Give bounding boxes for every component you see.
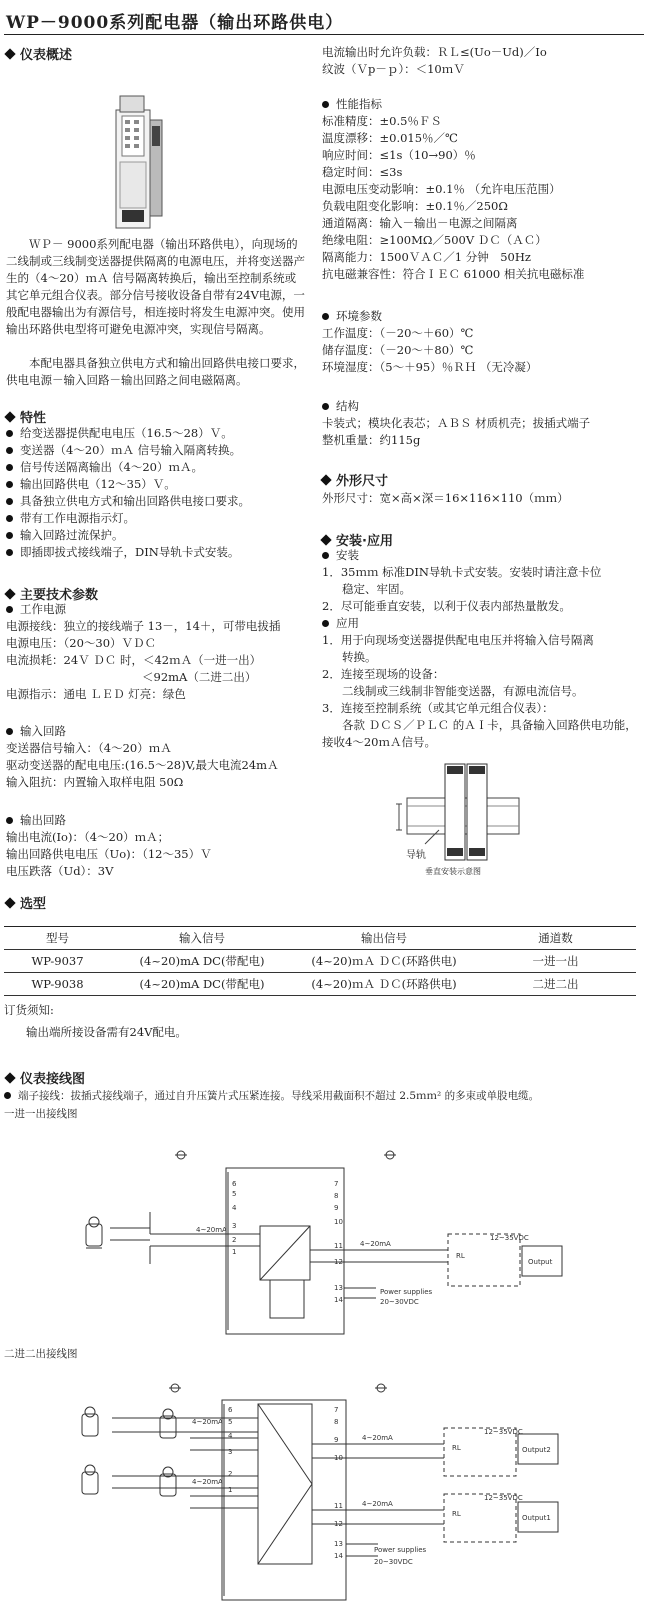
spec-line: 隔离能力：1500ＶＡＣ／1 分钟 50Hz — [322, 250, 531, 264]
svg-text:Power supplies: Power supplies — [374, 1546, 427, 1554]
list-item: 具备独立供电方式和输出回路供电接口要求。 — [6, 493, 250, 510]
text-line: 2．连接至现场的设备： — [322, 667, 445, 681]
dimensions-heading: 外形尺寸 — [322, 470, 388, 489]
bullet-icon — [6, 817, 13, 824]
spec-line: 标准精度：±0.5％ＦＳ — [322, 114, 442, 128]
overview-para2: 本配电器具备独立供电方式和输出回路供电接口要求，供电电源－输入回路－输出回路之间电磁隔离。 — [6, 356, 305, 387]
text-line: 转换。 — [342, 650, 377, 664]
diamond-icon — [4, 897, 15, 908]
overview-para1: ＷＰ－ 9000系列配电器（输出环路供电），向现场的二线制或三线制变送器提供隔离的电源电压，并将变送器产生的（4～20）ｍＡ 信号隔离转换后，输出至控制系统或其它单元组合仪表。部分信号接收设备自带有24V电源，一般配电器输出为有源信号，相连接时将发生电源冲突。使用输出环路供电型将可避免电源冲突，实现信号隔离。 — [6, 237, 305, 336]
svg-text:10: 10 — [334, 1454, 343, 1462]
table-cell: WP-9038 — [4, 973, 111, 996]
spec-line: 工作温度：（－20～＋60）℃ — [322, 326, 474, 340]
svg-text:11: 11 — [334, 1242, 343, 1250]
diagram2-title: 二进二出接线图 — [4, 1348, 78, 1360]
svg-text:4~20mA: 4~20mA — [362, 1434, 393, 1442]
column-header: 通道数 — [475, 927, 636, 950]
svg-text:12~35VDC: 12~35VDC — [484, 1428, 523, 1436]
column-header: 输入信号 — [111, 927, 293, 950]
list-item: 输入回路过流保护。 — [6, 527, 250, 544]
wiring-diagram-2 — [0, 1374, 649, 1606]
app-subheading: 应用 — [322, 615, 359, 632]
svg-text:4: 4 — [232, 1204, 237, 1212]
spec-line: 驱动变送器的配电电压:(16.5～28)V,最大电流24mＡ — [6, 758, 279, 772]
bullet-icon — [6, 549, 13, 556]
output1-label: Output1 — [522, 1514, 551, 1522]
table-row — [4, 973, 636, 996]
svg-text:12: 12 — [334, 1258, 343, 1266]
svg-text:7: 7 — [334, 1406, 339, 1414]
svg-text:5: 5 — [232, 1190, 237, 1198]
bullet-icon — [4, 1092, 11, 1099]
bullet-icon — [6, 532, 13, 539]
spec-line: ＜92mA（二进二出） — [142, 670, 257, 684]
list-item: 输出回路供电（12～35）Ｖ。 — [6, 476, 250, 493]
order-note: 输出端所接设备需有24V配电。 — [26, 1025, 187, 1039]
text-line: 各款 ＤＣＳ／ＰＬＣ 的ＡＩ卡，具备输入回路供电功能， — [342, 718, 637, 732]
wiring-diagram-1 — [0, 1138, 649, 1338]
table-cell: (4~20)ｍＡ ＤＣ(环路供电) — [293, 973, 475, 996]
spec-line: 电源电压变动影响：±0.1％ （允许电压范围） — [322, 182, 561, 196]
specs-heading: 主要技术参数 — [6, 584, 98, 603]
spec-line: 响应时间：≤1s（10→90）％ — [322, 148, 476, 162]
bullet-icon — [6, 464, 13, 471]
list-item: 信号传送隔离输出（4～20）ｍＡ。 — [6, 459, 250, 476]
install-subheading: 安装 — [322, 547, 359, 564]
svg-text:12~35VDC: 12~35VDC — [484, 1494, 523, 1502]
diagram1-title: 一进一出接线图 — [4, 1108, 78, 1120]
table-cell: 一进一出 — [475, 950, 636, 973]
structure-subheading: 结构 — [322, 398, 359, 415]
svg-text:6: 6 — [232, 1180, 237, 1188]
diamond-icon — [4, 588, 15, 599]
svg-text:4~20mA: 4~20mA — [362, 1500, 393, 1508]
svg-text:1: 1 — [228, 1486, 233, 1494]
page-title: WP－9000系列配电器（输出环路供电） — [6, 13, 344, 33]
list-item: 即插即拔式接线端子，DIN导轨卡式安装。 — [6, 544, 250, 561]
dimensions-line: 外形尺寸：宽×高×深＝16×116×110（ｍｍ） — [322, 491, 569, 505]
svg-text:3: 3 — [232, 1222, 237, 1230]
table-cell: (4~20)mA DC(带配电) — [111, 973, 293, 996]
environment-specs — [322, 325, 537, 376]
spec-line: 电源电压：（20～30）ＶＤＣ — [6, 636, 157, 650]
bullet-icon — [6, 515, 13, 522]
spec-line: 纹波（Ｖp－ｐ）：＜10ｍＶ — [322, 62, 465, 76]
performance-specs — [322, 113, 584, 283]
text-line: 接收4～20ｍＡ信号。 — [322, 735, 436, 749]
input-specs — [6, 740, 279, 791]
wiring-note: 端子接线：拔插式接线端子，通过自升压簧片式压紧连接。导线采用截面积不超过 2.5ｍｍ² 的多束或单股电缆。 — [4, 1088, 539, 1105]
svg-text:9: 9 — [334, 1436, 339, 1444]
text-line: 二线制或三线制非智能变送器，有源电流信号。 — [342, 684, 584, 698]
title-rule — [4, 34, 644, 35]
svg-text:7: 7 — [334, 1180, 339, 1188]
environment-subheading: 环境参数 — [322, 308, 382, 325]
spec-line: 电流损耗：24Ｖ ＤＣ 时，＜42ｍＡ（一进一出） — [6, 653, 262, 667]
spec-line: 输出电流(Io)：（4～20）ｍＡ； — [6, 830, 170, 844]
spec-line: 电源指示：通电 ＬＥＤ 灯亮：绿色 — [6, 687, 186, 701]
svg-text:8: 8 — [334, 1192, 339, 1200]
output-signal-label: 4~20mA — [360, 1240, 391, 1248]
spec-line: 温度漂移：±0.015％／℃ — [322, 131, 458, 145]
spec-line: 电压跌落（Ud）：3V — [6, 864, 114, 878]
diamond-icon — [4, 48, 15, 59]
svg-text:9: 9 — [334, 1204, 339, 1212]
structure-specs — [322, 415, 590, 449]
bullet-icon — [6, 498, 13, 505]
svg-text:8: 8 — [334, 1418, 339, 1426]
input-subheading: 输入回路 — [6, 723, 66, 740]
svg-text:RL: RL — [452, 1510, 461, 1518]
list-item: 给变送器提供配电电压（16.5～28）Ｖ。 — [6, 425, 250, 442]
bullet-icon — [6, 430, 13, 437]
svg-text:14: 14 — [334, 1296, 343, 1304]
svg-text:13: 13 — [334, 1284, 343, 1292]
column-header: 输出信号 — [293, 927, 475, 950]
column-header: 型号 — [4, 927, 111, 950]
power-label: Power supplies — [380, 1288, 433, 1296]
spec-line: 整机重量：约115g — [322, 433, 421, 447]
bullet-icon — [6, 447, 13, 454]
svg-text:10: 10 — [334, 1218, 343, 1226]
text-line: 2．尽可能垂直安装，以利于仪表内部热量散发。 — [322, 599, 571, 613]
svg-text:6: 6 — [228, 1406, 233, 1414]
svg-text:4~20mA: 4~20mA — [192, 1418, 223, 1426]
output-specs — [6, 829, 212, 880]
output-label: Output — [528, 1258, 553, 1266]
bullet-icon — [322, 313, 329, 320]
spec-line: 输入阻抗：内置输入取样电阻 50Ω — [6, 775, 184, 789]
wiring-heading: 仪表接线图 — [6, 1068, 85, 1087]
text-line: 3．连接至控制系统（或其它单元组合仪表）： — [322, 701, 554, 715]
install-lines — [322, 564, 601, 615]
spec-line: 通道隔离：输入－输出－电源之间隔离 — [322, 216, 518, 230]
table-header-row — [4, 927, 636, 950]
svg-text:2: 2 — [228, 1470, 233, 1478]
list-item: 变送器（4～20）ｍＡ 信号输入隔离转换。 — [6, 442, 250, 459]
svg-text:1: 1 — [232, 1248, 237, 1256]
svg-text:11: 11 — [334, 1502, 343, 1510]
supply-label: 12~35VDC — [490, 1234, 529, 1242]
overview-heading: 仪表概述 — [6, 44, 72, 63]
spec-line: 环境湿度：（5～＋95）％ＲＨ （无冷凝） — [322, 360, 538, 374]
table-cell: (4~20)ｍＡ ＤＣ(环路供电) — [293, 950, 475, 973]
spec-line: 稳定时间：≤3s — [322, 165, 403, 179]
spec-line: 电源接线：独立的接线端子 13－，14＋，可带电拔插 — [6, 619, 281, 633]
features-list — [6, 425, 250, 561]
bullet-icon — [6, 606, 13, 613]
spec-line: 电流输出时允许负载：ＲＬ≤(Uo－Ud)／Io — [322, 45, 547, 59]
order-title: 订货须知: — [4, 1003, 54, 1017]
table-row — [4, 950, 636, 973]
svg-text:3: 3 — [228, 1448, 233, 1456]
table-cell: WP-9037 — [4, 950, 111, 973]
spec-line: 负载电阻变化影响：±0.1％／250Ω — [322, 199, 508, 213]
bullet-icon — [322, 620, 329, 627]
svg-text:12: 12 — [334, 1520, 343, 1528]
spec-line: 输出回路供电电压（Uo)：（12～35）Ｖ — [6, 847, 212, 861]
input-signal-label: 4~20mA — [196, 1226, 227, 1234]
bullet-icon — [322, 552, 329, 559]
table-cell: (4~20)mA DC(带配电) — [111, 950, 293, 973]
performance-subheading: 性能指标 — [322, 96, 382, 113]
spec-line: 卡装式；模块化表芯；ＡＢＳ 材质机壳；拔插式端子 — [322, 416, 591, 430]
power-subheading: 工作电源 — [6, 601, 66, 618]
bullet-icon — [6, 481, 13, 488]
install-heading: 安装·应用 — [322, 530, 393, 549]
load-specs — [322, 44, 547, 78]
bullet-icon — [322, 101, 329, 108]
device-image — [108, 92, 168, 232]
text-line: 稳定、牢固。 — [342, 582, 411, 596]
features-heading: 特性 — [6, 407, 46, 426]
spec-line: 抗电磁兼容性：符合ＩＥＣ 61000 相关抗电磁标准 — [322, 267, 585, 281]
list-item: 带有工作电源指示灯。 — [6, 510, 250, 527]
selection-table — [4, 926, 636, 996]
rl-label: RL — [456, 1252, 465, 1260]
svg-text:13: 13 — [334, 1540, 343, 1548]
figure-caption: 垂直安装示意图 — [425, 867, 481, 876]
power-range-label: 20~30VDC — [380, 1298, 419, 1306]
diamond-icon — [4, 411, 15, 422]
svg-text:4: 4 — [228, 1432, 233, 1440]
text-line: 1．用于向现场变送器提供配电电压并将输入信号隔离 — [322, 633, 594, 647]
text-line: 1．35ｍｍ 标准DIN导轨卡式安装。安装时请注意卡位 — [322, 565, 602, 579]
bullet-icon — [6, 728, 13, 735]
svg-text:4~20mA: 4~20mA — [192, 1478, 223, 1486]
table-cell: 二进二出 — [475, 973, 636, 996]
svg-text:RL: RL — [452, 1444, 461, 1452]
spec-line: 变送器信号输入：（4～20）ｍＡ — [6, 741, 172, 755]
diamond-icon — [4, 1072, 15, 1083]
diamond-icon — [320, 534, 331, 545]
diamond-icon — [320, 474, 331, 485]
power-specs — [6, 618, 280, 703]
spec-line: 绝缘电阻：≥100MΩ／500V ＤＣ（ＡＣ） — [322, 233, 547, 247]
app-lines — [322, 632, 637, 751]
svg-text:5: 5 — [228, 1418, 233, 1426]
svg-text:2: 2 — [232, 1236, 237, 1244]
output2-label: Output2 — [522, 1446, 551, 1454]
svg-text:14: 14 — [334, 1552, 343, 1560]
spec-line: 储存温度：（－20～＋80）℃ — [322, 343, 474, 357]
output-subheading: 输出回路 — [6, 812, 66, 829]
vertical-install-figure — [395, 760, 525, 880]
rail-label: 导轨 — [406, 850, 426, 861]
selection-heading: 选型 — [6, 893, 46, 912]
svg-text:20~30VDC: 20~30VDC — [374, 1558, 413, 1566]
bullet-icon — [322, 403, 329, 410]
